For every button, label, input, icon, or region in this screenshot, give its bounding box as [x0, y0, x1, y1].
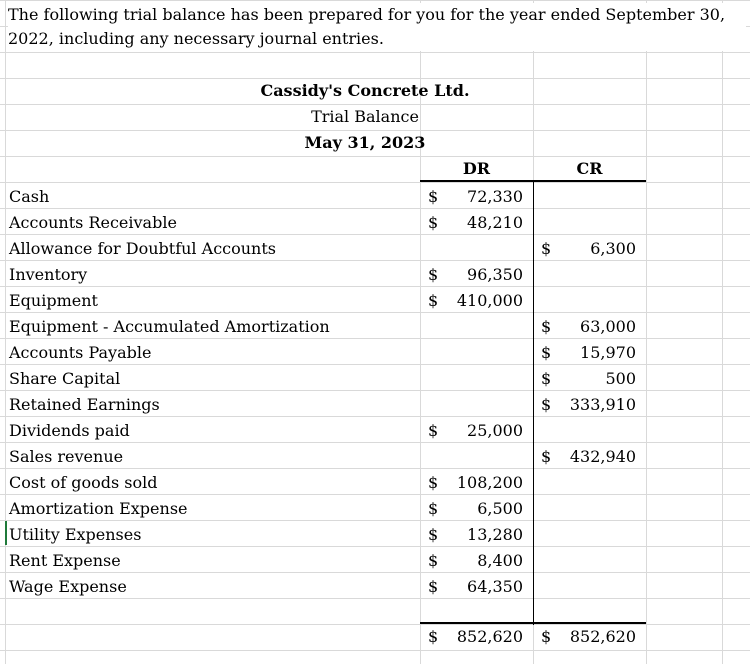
cr-amount: 6,300 [590, 239, 636, 258]
gridline [722, 0, 723, 664]
gridline [0, 520, 750, 521]
gridline [0, 78, 750, 79]
company-name: Cassidy's Concrete Ltd. [260, 81, 470, 100]
report-date: May 31, 2023 [304, 133, 426, 152]
selected-cell-border [5, 521, 7, 545]
dr-dollar-sign: $ [428, 499, 439, 518]
gridline [0, 416, 750, 417]
gridline [0, 546, 750, 547]
column-separator [533, 180, 534, 625]
cr-amount: 63,000 [580, 317, 636, 336]
account-name: Sales revenue [9, 447, 124, 466]
gridline [0, 650, 750, 651]
dr-amount: 72,330 [467, 187, 523, 206]
dr-dollar-sign: $ [428, 213, 439, 232]
total-dr-dollar: $ [428, 627, 439, 646]
gridline [0, 52, 750, 53]
dr-amount: 25,000 [467, 421, 523, 440]
account-name: Amortization Expense [9, 499, 188, 518]
gridline [646, 0, 647, 664]
cr-dollar-sign: $ [541, 317, 552, 336]
dr-amount: 108,200 [456, 473, 523, 492]
total-cr: 852,620 [569, 627, 636, 646]
account-name: Accounts Receivable [9, 213, 177, 232]
gridline [0, 156, 750, 157]
gridline [0, 0, 750, 1]
cr-dollar-sign: $ [541, 447, 552, 466]
dr-dollar-sign: $ [428, 551, 439, 570]
dr-amount: 8,400 [477, 551, 523, 570]
gridline [0, 468, 750, 469]
dr-amount: 48,210 [467, 213, 523, 232]
gridline [0, 130, 750, 131]
gridline [0, 234, 750, 235]
dr-dollar-sign: $ [428, 473, 439, 492]
account-name: Wage Expense [9, 577, 127, 596]
gridline [0, 286, 750, 287]
cr-amount: 432,940 [569, 447, 636, 466]
account-name: Dividends paid [9, 421, 130, 440]
gridline [0, 442, 750, 443]
dr-dollar-sign: $ [428, 291, 439, 310]
cr-amount: 500 [605, 369, 636, 388]
gridline [0, 598, 750, 599]
gridline [0, 182, 750, 183]
dr-amount: 410,000 [456, 291, 523, 310]
account-name: Accounts Payable [9, 343, 152, 362]
cr-amount: 15,970 [580, 343, 636, 362]
cr-dollar-sign: $ [541, 395, 552, 414]
cr-dollar-sign: $ [541, 239, 552, 258]
account-name: Share Capital [9, 369, 121, 388]
cr-dollar-sign: $ [541, 343, 552, 362]
cr-amount: 333,910 [569, 395, 636, 414]
gridline [0, 312, 750, 313]
gridline [0, 494, 750, 495]
report-title: Trial Balance [311, 107, 419, 126]
dr-dollar-sign: $ [428, 577, 439, 596]
gridline [5, 0, 6, 664]
account-name: Equipment - Accumulated Amortization [9, 317, 330, 336]
dr-dollar-sign: $ [428, 421, 439, 440]
total-cr-dollar: $ [541, 627, 552, 646]
gridline [0, 364, 750, 365]
account-name: Inventory [9, 265, 88, 284]
dr-amount: 64,350 [467, 577, 523, 596]
account-name: Retained Earnings [9, 395, 160, 414]
dr-dollar-sign: $ [428, 187, 439, 206]
intro-text: The following trial balance has been prepared for you for the year ended September 30, 2022, including any necessary journal entries. [8, 3, 746, 51]
gridline [0, 390, 750, 391]
total-dr: 852,620 [456, 627, 523, 646]
dr-amount: 96,350 [467, 265, 523, 284]
account-name: Rent Expense [9, 551, 121, 570]
gridline [0, 338, 750, 339]
gridline [0, 624, 750, 625]
gridline [0, 260, 750, 261]
dr-dollar-sign: $ [428, 265, 439, 284]
dr-dollar-sign: $ [428, 525, 439, 544]
cr-dollar-sign: $ [541, 369, 552, 388]
account-name: Allowance for Doubtful Accounts [9, 239, 276, 258]
dr-column-header: DR [462, 159, 491, 178]
account-name: Equipment [9, 291, 98, 310]
cr-column-header: CR [576, 159, 603, 178]
account-name: Cash [9, 187, 50, 206]
account-name: Cost of goods sold [9, 473, 158, 492]
total-rule [420, 622, 646, 624]
account-name: Utility Expenses [9, 525, 142, 544]
gridline [0, 208, 750, 209]
dr-amount: 6,500 [477, 499, 523, 518]
gridline [0, 104, 750, 105]
dr-amount: 13,280 [467, 525, 523, 544]
gridline [0, 572, 750, 573]
